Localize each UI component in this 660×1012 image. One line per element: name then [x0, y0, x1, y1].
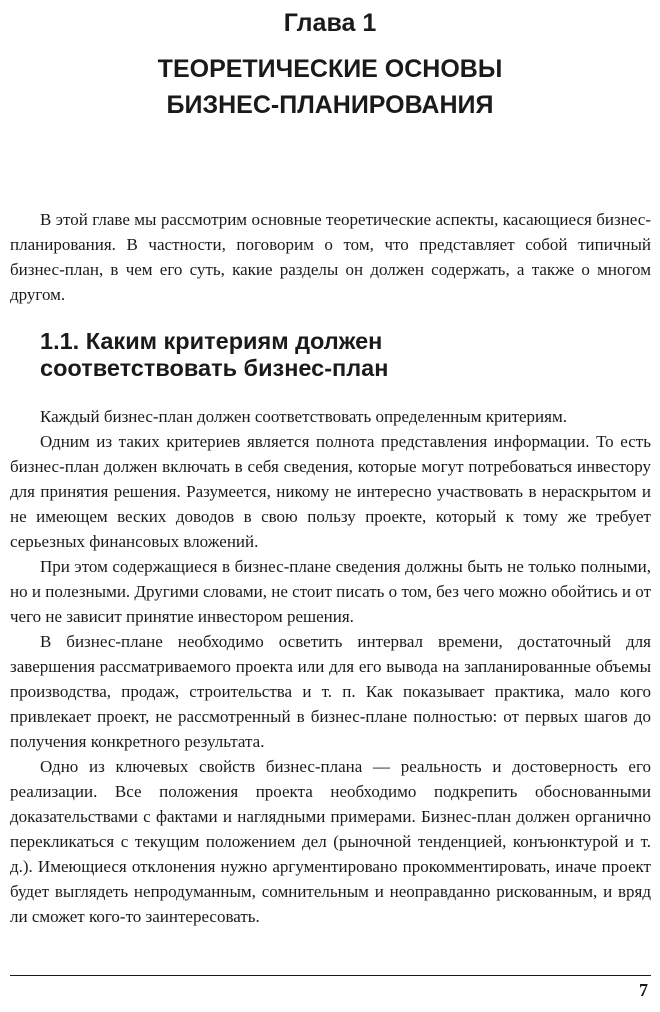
- body-paragraph: Каждый бизнес-план должен соответствовать определенным критериям.: [40, 407, 567, 426]
- chapter-title-line-1: ТЕОРЕТИЧЕСКИЕ ОСНОВЫ: [157, 55, 503, 83]
- section-body: [10, 404, 651, 929]
- page-number: 7: [639, 980, 648, 1000]
- intro-text: [10, 207, 651, 307]
- body-paragraph: Одним из таких критериев является полнота представления информации. То есть бизнес-план должен включать в себя сведения, которые могут потребоваться инвестору для принятия решения. Разумеется, никому не интересно участвовать в нераскрытом и не имеющем веских доводов в свою пользу проекте, который к тому же требует серьезных финансовых вложений.: [10, 432, 651, 551]
- chapter-label: Глава 1: [283, 9, 377, 37]
- section-heading: [40, 328, 640, 382]
- body-paragraph: Одно из ключевых свойств бизнес-плана — реальность и достоверность его реализации. Все положения проекта необходимо подкрепить обоснованными доказательствами с фактами и наглядными примерами. Бизнес-план должен органично перекликаться с текущим положением дел (рыночной тенденцией, конъюнктурой и т. д.). Имеющиеся отклонения нужно аргументировано прокомментировать, иначе проект будет выглядеть непродуманным, сомнительным и неоправданно рискованным, и вряд ли сможет кого-то заинтересовать.: [10, 757, 651, 926]
- body-paragraph: При этом содержащиеся в бизнес-плане сведения должны быть не только полными, но и полезными. Другими словами, не стоит писать о том, без чего можно обойтись и от чего не зависит принятие инвестором решения.: [10, 557, 651, 626]
- intro-paragraph: В этой главе мы рассмотрим основные теоретические аспекты, касающиеся бизнес-планирования. В частности, поговорим о том, что представляет собой типичный бизнес-план, в чем его суть, какие разделы он должен содержать, а также о многом другом.: [10, 210, 651, 304]
- chapter-title-line-2: БИЗНЕС-ПЛАНИРОВАНИЯ: [166, 91, 494, 119]
- section-heading-line-2: соответствовать бизнес-план: [40, 355, 389, 381]
- section-heading-line-1: 1.1. Каким критериям должен: [40, 328, 383, 354]
- chapter-title: [0, 51, 660, 123]
- body-paragraph: В бизнес-плане необходимо осветить интервал времени, достаточный для завершения рассматриваемого проекта или для его вывода на запланированные объемы производства, продаж, строительства и т. п. Как показывает практика, мало кого привлекает проект, не рассмотренный в бизнес-плане полностью: от первых шагов до получения конкретного результата.: [10, 632, 651, 751]
- footer-divider: [10, 975, 651, 976]
